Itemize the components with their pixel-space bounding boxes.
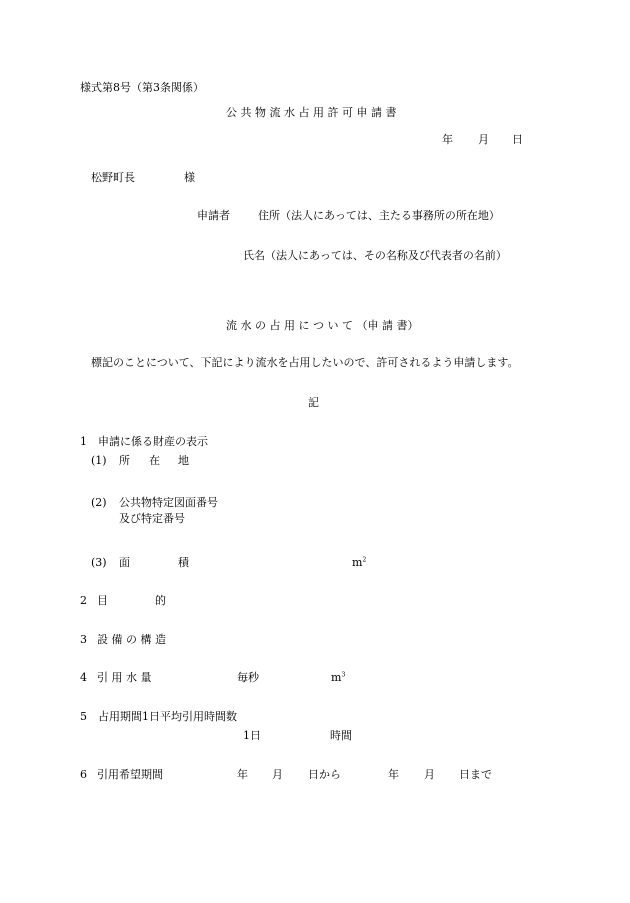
- date-month: 月: [478, 133, 489, 146]
- item-5-heading: 5 占用期間1日平均引用時間数: [80, 710, 237, 723]
- item-6-end-year: 年: [388, 768, 399, 781]
- item-1-sub-3-char-a: 面: [119, 556, 130, 569]
- item-1-heading: 1 申請に係る財産の表示: [80, 435, 208, 448]
- item-4-unit: $m^3$: [331, 671, 346, 684]
- item-1-sub-1-char-b: 在: [149, 454, 160, 467]
- applicant-address-label: 住所（法人にあっては、主たる事務所の所在地）: [258, 209, 500, 222]
- item-6-end-month: 月: [424, 768, 435, 781]
- applicant-label: 申請者: [197, 209, 230, 222]
- addressee-name: 松野町長: [91, 171, 135, 184]
- ki-heading: 記: [308, 396, 319, 409]
- item-3-label: 設 備 の 構 造: [97, 633, 166, 646]
- addressee-honorific: 様: [184, 171, 195, 184]
- item-6-label: 引用希望期間: [97, 768, 163, 781]
- item-1-sub-3-unit: $m^2$: [352, 556, 367, 569]
- item-5-day: 1日: [243, 729, 261, 742]
- item-3-number: 3: [80, 633, 87, 646]
- item-2-char-b: 的: [155, 594, 166, 607]
- item-1-sub-1-char-c: 地: [178, 454, 189, 467]
- item-6-number: 6: [80, 768, 87, 781]
- applicant-name-label: 氏名（法人にあっては、その名称及び代表者の名前）: [243, 249, 507, 262]
- date-year: 年: [442, 133, 453, 146]
- subject-line: 流 水 の 占 用 に つ い て （申 請 書）: [226, 319, 419, 332]
- item-6-start-year: 年: [237, 768, 248, 781]
- body-text: 標記のことについて、下記により流水を占用したいので、許可されるよう申請します。: [91, 356, 519, 369]
- item-6-start-month: 月: [272, 768, 283, 781]
- item-1-sub-2-number: (2): [91, 496, 107, 509]
- document-title: 公 共 物 流 水 占 用 許 可 申 請 書: [226, 106, 397, 119]
- item-1-sub-1-char-a: 所: [119, 454, 130, 467]
- item-2-number: 2: [80, 594, 87, 607]
- item-1-sub-1-number: (1): [91, 454, 107, 467]
- form-number: 様式第8号（第3条関係）: [80, 81, 204, 94]
- item-1-sub-2-line-1: 公共物特定図面番号: [119, 496, 218, 509]
- item-4-per-second: 毎秒: [237, 671, 259, 684]
- item-1-sub-3-char-b: 積: [178, 556, 189, 569]
- item-6-end-day: 日まで: [459, 768, 492, 781]
- item-4-label: 引 用 水 量: [97, 671, 152, 684]
- item-6-start-day: 日から: [308, 768, 341, 781]
- date-day: 日: [512, 133, 523, 146]
- item-1-sub-3-number: (3): [91, 556, 107, 569]
- item-4-number: 4: [80, 671, 87, 684]
- item-2-char-a: 目: [97, 594, 108, 607]
- item-1-sub-2-line-2: 及び特定番号: [119, 512, 185, 525]
- item-5-hours: 時間: [330, 729, 352, 742]
